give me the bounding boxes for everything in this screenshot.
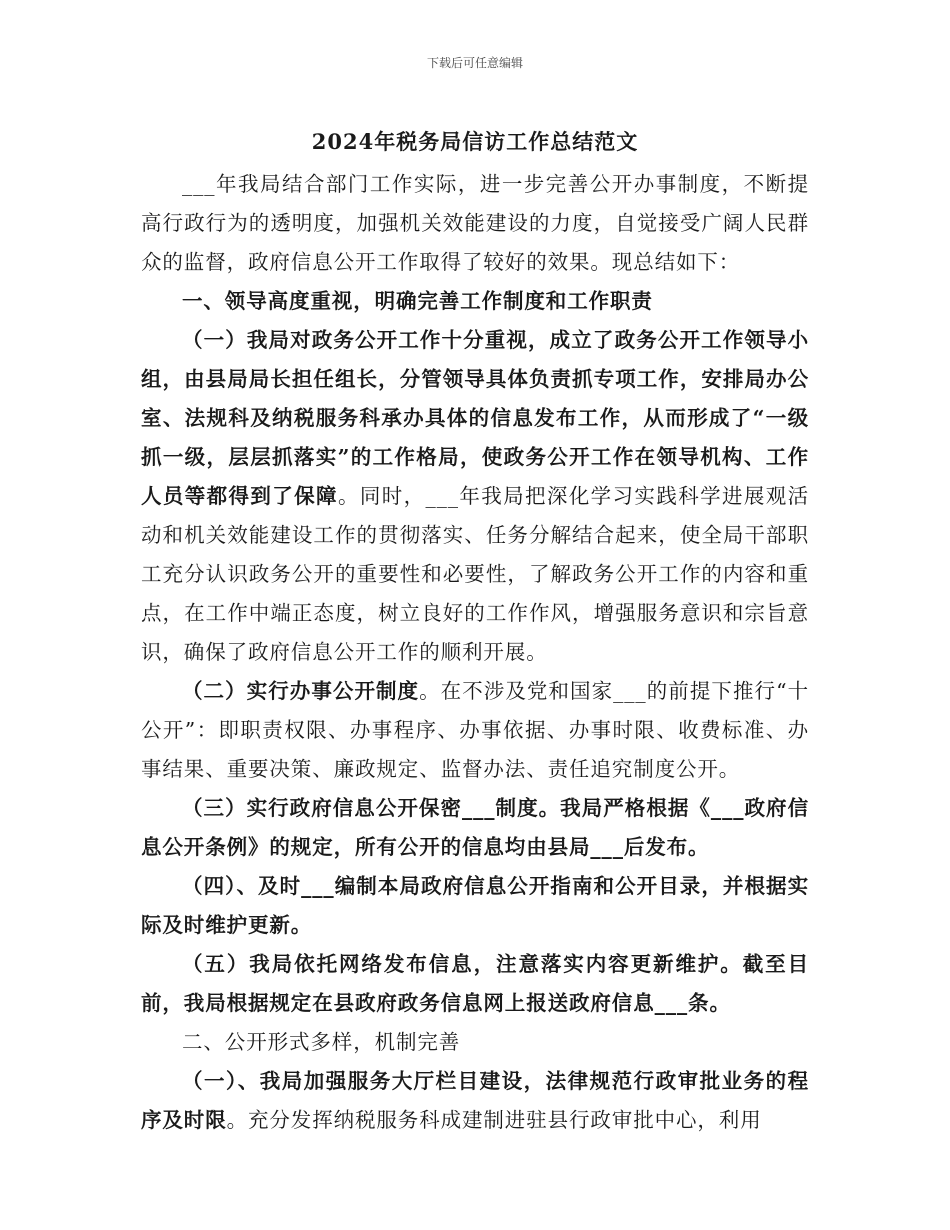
section2-item1-bold: （一）、我局加强服务大厅栏目建设，法律规范行政审批业务的程序及时限 [141,1069,809,1132]
document-body [141,165,809,1140]
section2-heading: 二、公开形式多样，机制完善 [182,1030,461,1054]
section1-item3-paragraph: （三）实行政府信息公开保密___制度。我局严格根据《___政府信息公开条例》的规定，所有公开的信息均由县局___后发布。 [141,796,809,859]
section2-item1-text: 。充分发挥纳税服务科成建制进驻县行政审批中心，利用 [226,1108,762,1132]
section1-item2-bold: （二）实行办事公开制度 [182,679,420,703]
section1-item2-paragraph [141,672,809,789]
section1-item1-text: 。同时，___年我局把深化学习实践科学进展观活动和机关效能建设工作的贯彻落实、任务分解结合起来，使全局干部职工充分认识政务公开的重要性和必要性，了解政务公开工作的内容和重点，在工作中端正态度，树立良好的工作作风，增强服务意识和宗旨意识，确保了政府信息公开工作的顺利开展。 [141,484,809,664]
header-note: 下载后可任意编辑 [426,56,523,70]
section1-item1-bold: （一）我局对政务公开工作十分重视，成立了政务公开工作领导小组，由县局局长担任组长，分管领导具体负责抓专项工作，安排局办公室、法规科及纳税服务科承办具体的信息发布工作，从而形成了“一级抓一级，层层抓落实”的工作格局，使政务公开工作在领导机构、工作人员等都得到了保障 [141,328,809,508]
section1-item2-text: 。在不涉及党和国家___的前提下推行“十公开”：即职责权限、办事程序、办事依据、办事时限、收费标准、办事结果、重要决策、廉政规定、监督办法、责任追究制度公开。 [141,679,810,781]
section2-item1-paragraph [141,1062,809,1140]
intro-paragraph: ___年我局结合部门工作实际，进一步完善公开办事制度，不断提高行政行为的透明度，加强机关效能建设的力度，自觉接受广阔人民群众的监督，政府信息公开工作取得了较好的效果。现总结如下： [141,172,809,274]
document-title: 2024年税务局信访工作总结范文 [311,129,639,154]
section1-item1-paragraph [141,321,809,672]
section1-heading: 一、领导高度重视，明确完善工作制度和工作职责 [182,289,653,313]
section1-item4-paragraph: （四）、及时___编制本局政府信息公开指南和公开目录，并根据实际及时维护更新。 [141,874,809,937]
section1-item5-paragraph: （五）我局依托网络发布信息，注意落实内容更新维护。截至目前，我局根据规定在县政府政务信息网上报送政府信息___条。 [141,952,809,1015]
